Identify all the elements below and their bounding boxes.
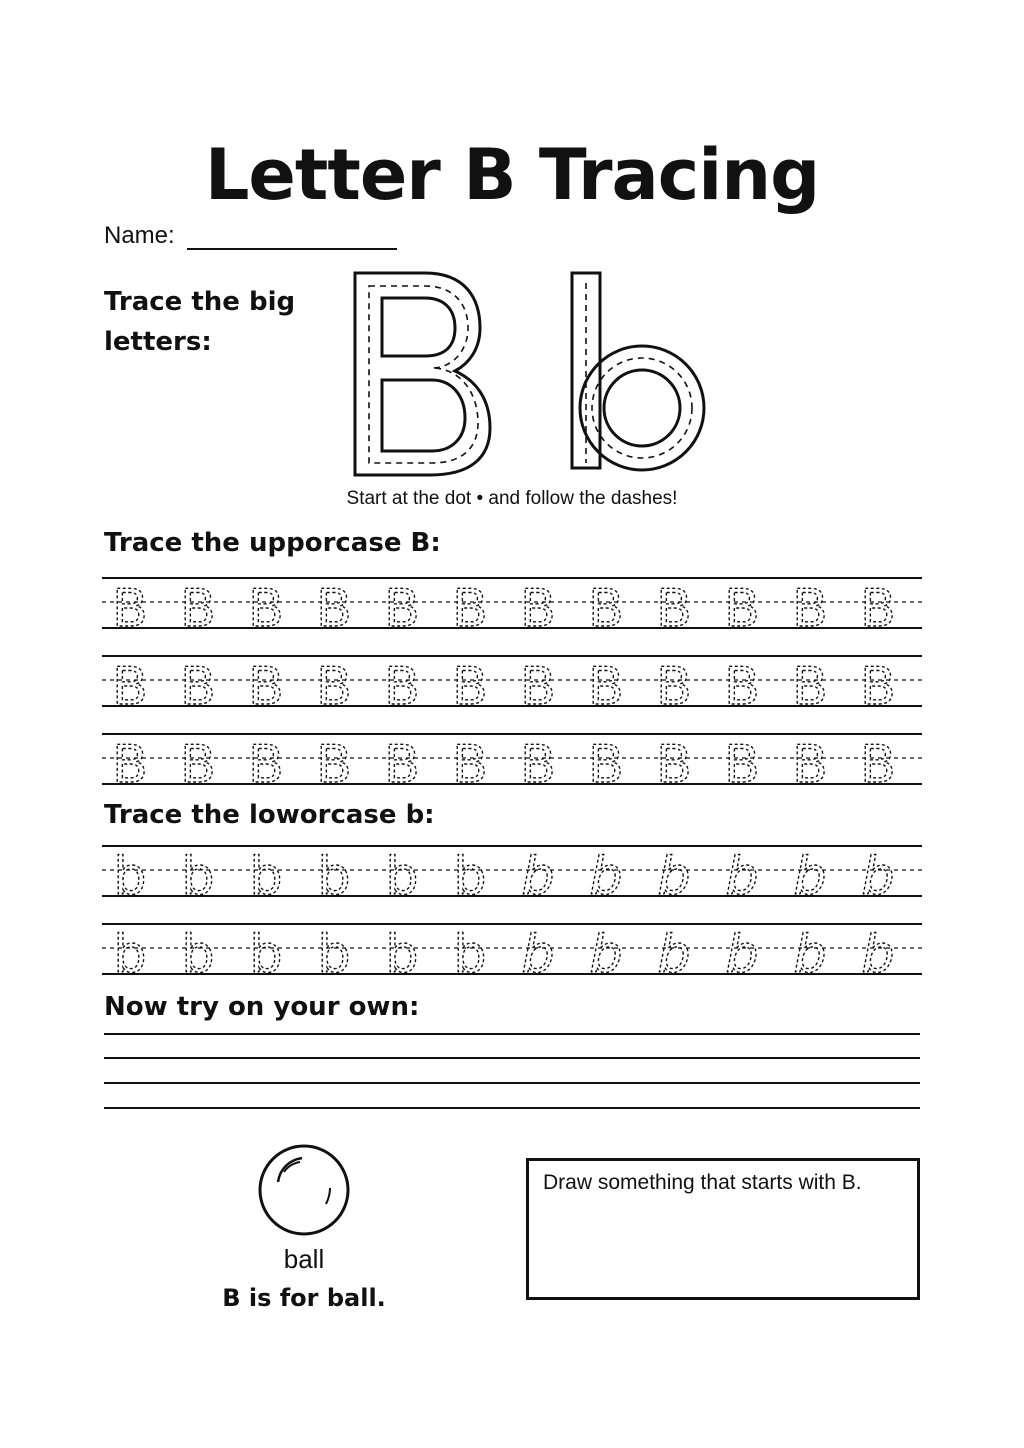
trace-letter[interactable]: B [316, 657, 352, 717]
picture-word: ball [283, 1244, 325, 1274]
trace-letter[interactable]: B [316, 735, 352, 792]
trace-letter[interactable]: b [249, 847, 283, 907]
trace-letter[interactable]: B [452, 735, 488, 792]
trace-letter[interactable]: B [520, 579, 556, 639]
trace-letter[interactable]: B [792, 579, 828, 639]
trace-letter[interactable]: b [521, 925, 555, 980]
big-letters-heading-line-2: letters: [104, 327, 212, 357]
trace-letter[interactable]: B [316, 579, 352, 639]
big-letters-heading [104, 282, 324, 362]
trace-letter[interactable]: b [589, 847, 623, 907]
trace-letter[interactable]: b [453, 925, 487, 980]
trace-letter[interactable]: B [384, 579, 420, 639]
trace-letter[interactable]: B [248, 657, 284, 717]
trace-letter[interactable]: b [793, 925, 827, 980]
trace-letter[interactable]: b [249, 925, 283, 980]
trace-letter[interactable]: b [657, 925, 691, 980]
big-lowercase-b-guide [586, 283, 692, 463]
uppercase-heading: Trace the upporcase B: [104, 528, 441, 558]
trace-letter[interactable]: b [861, 847, 895, 907]
trace-letter[interactable]: B [520, 657, 556, 717]
trace-letter[interactable]: B [792, 657, 828, 717]
trace-letter[interactable]: b [453, 847, 487, 907]
trace-letter[interactable]: B [520, 735, 556, 792]
trace-letter[interactable]: b [589, 925, 623, 980]
trace-letter[interactable]: b [861, 925, 895, 980]
name-blank-line[interactable] [187, 226, 397, 250]
trace-letter[interactable]: b [385, 925, 419, 980]
trace-letter[interactable]: B [180, 579, 216, 639]
trace-letter[interactable]: B [180, 735, 216, 792]
trace-letter[interactable]: B [112, 579, 148, 639]
trace-letter[interactable]: b [317, 925, 351, 980]
trace-letter[interactable]: B [656, 735, 692, 792]
trace-letter[interactable]: B [384, 735, 420, 792]
trace-letter[interactable]: b [385, 847, 419, 907]
tracing-hint: Start at the dot • and follow the dashes! [346, 488, 678, 509]
trace-letter[interactable]: B [724, 657, 760, 717]
trace-letter[interactable]: B [724, 735, 760, 792]
trace-letter[interactable]: b [181, 847, 215, 907]
trace-letter[interactable]: b [181, 925, 215, 980]
uppercase-practice-rows[interactable] [100, 572, 924, 792]
trace-letter[interactable]: B [588, 657, 624, 717]
trace-letter[interactable]: b [113, 847, 147, 907]
page-title: Letter B Tracing [204, 134, 820, 216]
lowercase-heading: Trace the loworcase b: [104, 800, 435, 830]
own-practice-lines[interactable] [100, 1028, 924, 1112]
trace-letter[interactable]: B [588, 735, 624, 792]
name-label: Name: [104, 222, 175, 249]
trace-letter[interactable]: b [317, 847, 351, 907]
ball-icon [256, 1142, 352, 1238]
trace-letter[interactable]: B [112, 735, 148, 792]
trace-letter[interactable]: B [860, 579, 896, 639]
trace-letter[interactable]: B [656, 579, 692, 639]
trace-letter[interactable]: b [657, 847, 691, 907]
drawing-box-label: Draw something that starts with B. [543, 1171, 862, 1194]
trace-letter[interactable]: b [725, 847, 759, 907]
trace-letter[interactable]: b [521, 847, 555, 907]
lowercase-practice-rows[interactable] [100, 840, 924, 980]
trace-letter[interactable]: B [860, 657, 896, 717]
trace-letter[interactable]: b [725, 925, 759, 980]
trace-letter[interactable]: B [180, 657, 216, 717]
big-uppercase-b [355, 273, 490, 475]
trace-letter[interactable]: b [793, 847, 827, 907]
trace-letter[interactable]: B [792, 735, 828, 792]
trace-letter[interactable]: B [452, 579, 488, 639]
name-field[interactable] [104, 222, 397, 250]
trace-letter[interactable]: B [656, 657, 692, 717]
trace-letter[interactable]: B [588, 579, 624, 639]
trace-letter[interactable]: B [112, 657, 148, 717]
own-practice-heading: Now try on your own: [104, 992, 420, 1022]
trace-letter[interactable]: B [452, 657, 488, 717]
big-lowercase-b [572, 273, 704, 470]
trace-letter[interactable]: B [384, 657, 420, 717]
picture-caption: B is for ball. [222, 1284, 386, 1312]
trace-letter[interactable]: B [860, 735, 896, 792]
big-letters-outline [340, 268, 720, 483]
trace-letter[interactable]: B [248, 735, 284, 792]
drawing-box[interactable] [526, 1158, 920, 1300]
big-letters-heading-line-1: Trace the big [104, 287, 296, 317]
trace-letter[interactable]: B [724, 579, 760, 639]
trace-letter[interactable]: B [248, 579, 284, 639]
trace-letter[interactable]: b [113, 925, 147, 980]
